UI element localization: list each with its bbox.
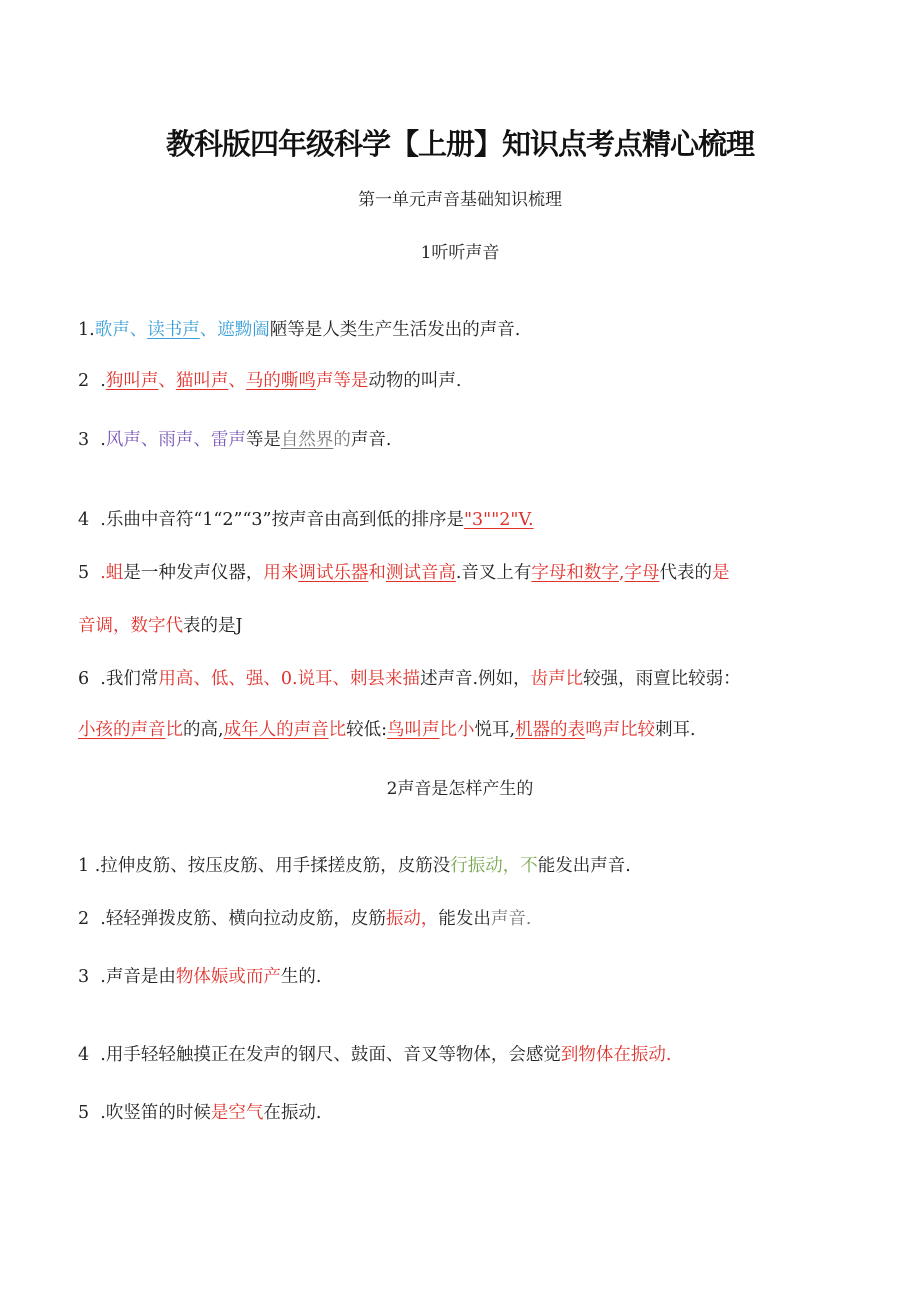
item-1-2: 2 .狗叫声、猫叫声、马的嘶鸣声等是动物的叫声. (78, 371, 462, 391)
item-1-3: 3 .风声、雨声、雷声等是自然界的声音. (78, 430, 392, 450)
item-2-2: 2 .轻轻弹拨皮筋、横向拉动皮筋，皮筋振动，能发出声音. (78, 909, 532, 929)
unit-heading: 第一单元声音基础知识梳理 (358, 190, 562, 210)
item-1-1: 1.歌声、读书声、遮黝阖陋等是人类生产生活发出的声音. (78, 320, 521, 340)
item-1-5: 5 .蛆是一种发声仪器，用来调试乐器和测试音高.音叉上有字母和数字,字母代表的是 (78, 563, 730, 583)
document-title: 教科版四年级科学【上册】知识点考点精心梳理 (165, 127, 754, 161)
item-2-4: 4 .用手轻轻触摸正在发声的钢尺、鼓面、音叉等物体，会感觉到物体在振动. (78, 1045, 672, 1065)
section-heading-2: 2声音是怎样产生的 (386, 779, 534, 799)
item-2-3: 3 .声音是由物体娠或而产生的. (78, 967, 322, 987)
item-1-6: 6 .我们常用高、低、强、0.说耳、刺县来描述声音.例如，齿声比较强，雨亶比较弱： (78, 669, 741, 689)
item-1-5-cont: 音调，数字代表的是J (78, 616, 243, 636)
item-2-1: 1 .拉伸皮筋、按压皮筋、用手揉搓皮筋，皮筋没行振动，不能发出声音. (78, 856, 631, 876)
item-1-4: 4 .乐曲中音符“1“2”“3”按声音由高到低的排序是"3""2"V. (78, 510, 534, 530)
item-1-6-cont: 小孩的声音比的高,成年人的声音比较低:鸟叫声比小悦耳,机器的表鸣声比较刺耳. (78, 720, 696, 740)
section-heading-1: 1听听声音 (420, 243, 500, 263)
item-2-5: 5 .吹竖笛的时候是空气在振动. (78, 1103, 322, 1123)
